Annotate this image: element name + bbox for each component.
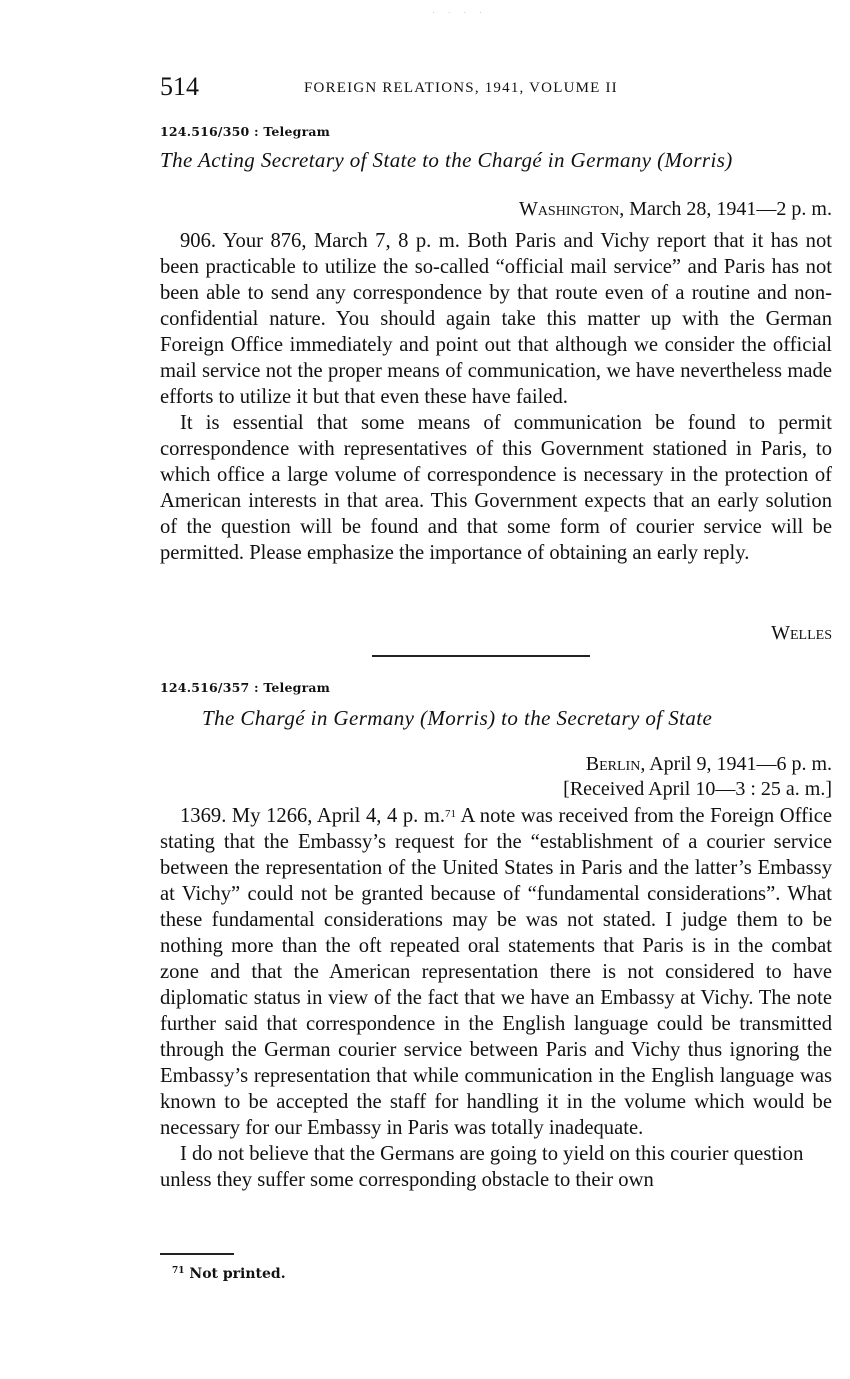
footnote-number: 71 bbox=[172, 1266, 185, 1276]
section-divider bbox=[372, 655, 590, 657]
doc1-place: Washington bbox=[518, 198, 620, 220]
footnote-divider bbox=[160, 1253, 234, 1255]
doc1-signature-text: Welles bbox=[771, 622, 832, 644]
doc2-title: The Chargé in Germany (Morris) to the Secretary of State bbox=[202, 706, 713, 730]
doc1-signature bbox=[771, 622, 832, 645]
doc2-paragraph-lead: 1369. My 1266, April 4, 4 p. m. bbox=[180, 805, 446, 827]
doc1-body bbox=[160, 228, 832, 566]
doc2-paragraph bbox=[160, 803, 832, 1141]
doc2-paragraph-text: A note was received from the Foreign Office stating that the Embassy’s request for the “establishment of a courier service between the representation of the United States in Paris and the latter’s Embassy at Vichy” could not be granted because of “fundamental considerations”. What these fundamental considerations may be was not stated. I judge them to be nothing more than the oft repeated oral statements that Paris is in the combat zone and that the American representation there is not considered to have diplomatic status in view of the fact that we have an Embassy at Vichy. The note further said that correspondence in the English language could be transmitted through the German courier service between Paris and Vichy thus ignoring the Embassy’s representation that while communication in the English language was known to be accepted the staff for handling it in the volume which would be necessary for our Embassy in Paris was totally inadequate. bbox=[160, 805, 832, 1139]
doc2-file-reference: 124.516/357 : Telegram bbox=[160, 680, 331, 695]
doc2-dateline bbox=[586, 753, 832, 776]
footnote-text: Not printed. bbox=[184, 1266, 286, 1282]
doc2-body bbox=[160, 803, 832, 1193]
doc1-file-reference: 124.516/350 : Telegram bbox=[160, 124, 331, 139]
doc1-title: The Acting Secretary of State to the Chargé in Germany (Morris) bbox=[160, 148, 733, 172]
footnote bbox=[172, 1266, 286, 1282]
doc1-paragraph: 906. Your 876, March 7, 8 p. m. Both Paris and Vichy report that it has not been practicable to utilize the so-called “official mail service” and Paris has not been able to send any correspondence by that route even of a routine and non-confidential nature. You should again take this matter up with the German Foreign Office immediately and point out that although we consider the official mail service not the proper means of communication, we have nevertheless made efforts to utilize it but that even these have failed. bbox=[160, 230, 832, 408]
doc1-paragraph: It is essential that some means of communication be found to permit correspondence with representatives of this Government stationed in Paris, to which office a large volume of correspondence is necessary in the protection of American interests in that area. This Government expects that an early solution of the question will be found and that some form of courier service will be permitted. Please emphasize the importance of obtaining an early reply. bbox=[160, 412, 832, 564]
doc1-date: , March 28, 1941—2 p. m. bbox=[619, 198, 832, 220]
doc1-dateline bbox=[519, 198, 832, 221]
page-header bbox=[160, 72, 832, 108]
page-number: 514 bbox=[160, 72, 199, 101]
running-title: FOREIGN RELATIONS, 1941, VOLUME II bbox=[304, 80, 618, 96]
footnote-ref: 71 bbox=[445, 808, 457, 820]
doc2-paragraph: I do not believe that the Germans are going to yield on this courier question unless they suffer some corresponding obstacle to their own bbox=[160, 1143, 804, 1191]
doc2-place: Berlin bbox=[585, 753, 641, 775]
doc2-received: [Received April 10—3 : 25 a. m.] bbox=[563, 778, 832, 800]
top-marks: . . . . bbox=[432, 6, 488, 16]
doc2-date: , April 9, 1941—6 p. m. bbox=[640, 753, 832, 775]
